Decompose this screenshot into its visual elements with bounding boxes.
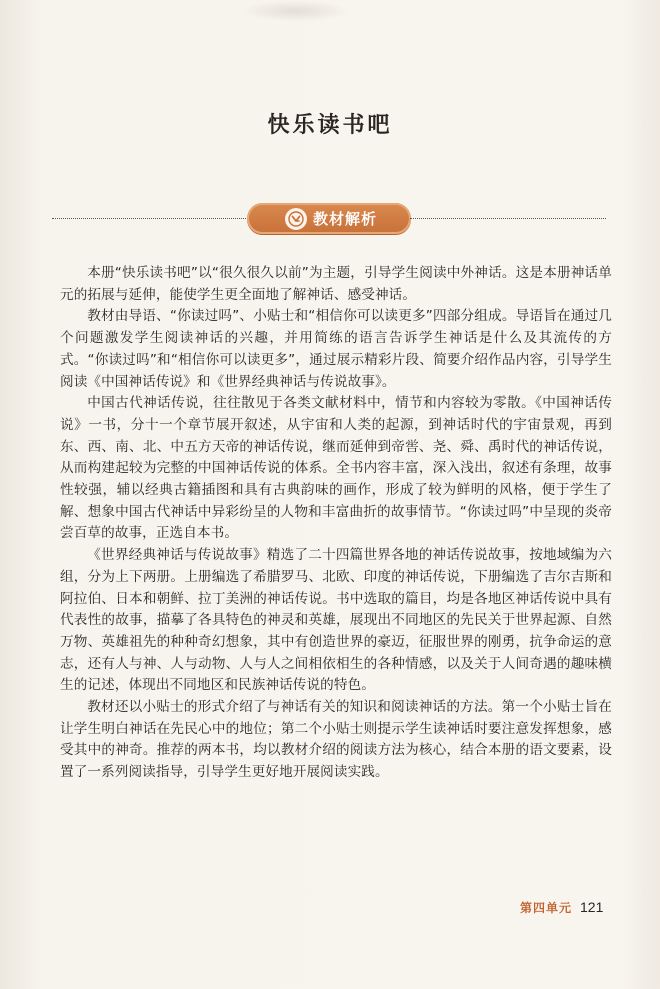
section-divider-left: [52, 218, 250, 219]
section-divider-right: [410, 218, 606, 219]
page-footer: [520, 899, 603, 916]
paragraph: 教材由导语、“你读过吗”、小贴士和“相信你可以读更多”四部分组成。导语旨在通过几个问题激发学生阅读神话的兴趣，并用简练的语言告诉学生神话是什么及其流传的方式。“你读过吗”和“相信你可以读更多”，通过展示精彩片段、简要介绍作品内容，引导学生阅读《中国神话传说》和《世界经典神话与传说故事》。: [60, 308, 612, 390]
section-label: 教材解析: [313, 210, 378, 228]
paragraph: 《世界经典神话与传说故事》精选了二十四篇世界各地的神话传说故事，按地域编为六组，分为上下两册。上册编选了希腊罗马、北欧、印度的神话传说，下册编选了吉尔吉斯和阿拉伯、日本和朝鲜、拉丁美洲的神话传说。书中选取的篇目，均是各地区神话传说中具有代表性的故事，描摹了各具特色的神灵和英雄，展现出不同地区的先民关于世界起源、自然万物、英雄祖先的种种奇幻想象，其中有创造世界的豪迈，征服世界的刚勇，抗争命运的意志，还有人与神、人与动物、人与人之间相依相生的各种情感，以及关于人间奇遇的趣味横生的记述，体现出不同地区和民族神话传说的特色。: [60, 547, 612, 694]
paragraph: 中国古代神话传说，往往散见于各类文献材料中，情节和内容较为零散。《中国神话传说》一书，分十一个章节展开叙述，从宇宙和人类的起源，到神话时代的宇宙景观，再到东、西、南、北、中五方天帝的神话传说，继而延伸到帝喾、尧、舜、禹时代的神话传说，从而构建起较为完整的中国神话传说的体系。全书内容丰富，深入浅出，叙述有条理，故事性较强，辅以经典古籍插图和具有古典韵味的画作，形成了较为鲜明的风格，便于学生了解、想象中国古代神话中异彩纷呈的人物和丰富曲折的故事情节。“你读过吗”中呈现的炎帝尝百草的故事，正选自本书。: [60, 395, 612, 542]
check-arrow-icon: [285, 208, 307, 230]
paragraph: 本册“快乐读书吧”以“很久很久以前”为主题，引导学生阅读中外神话。这是本册神话单元的拓展与延伸，能使学生更全面地了解神话、感受神话。: [60, 265, 612, 303]
unit-label: 第四单元: [520, 901, 573, 915]
section-header-badge: [247, 203, 411, 234]
paragraph: 教材还以小贴士的形式介绍了与神话有关的知识和阅读神话的方法。第一个小贴士旨在让学生明白神话在先民心中的地位；第二个小贴士则提示学生读神话时要注意发挥想象，感受其中的神奇。推荐的两本书，均以教材介绍的阅读方法为核心，结合本册的语文要素，设置了一系列阅读指导，引导学生更好地开展阅读实践。: [60, 699, 612, 781]
binding-mark: [240, 0, 350, 22]
analysis-body: [60, 263, 612, 784]
page-title: 快乐读书吧: [267, 112, 393, 138]
page-number: 121: [580, 899, 604, 915]
